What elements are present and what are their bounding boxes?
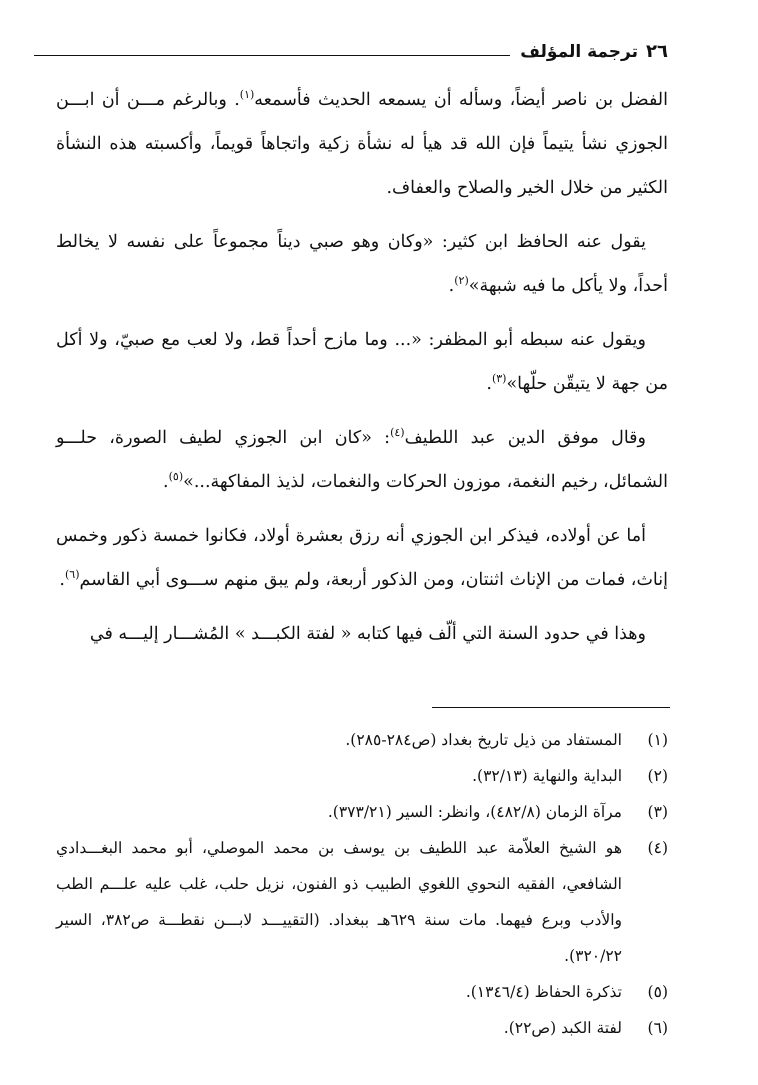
footnote-ref-5: (٥) <box>168 470 184 484</box>
header-rule <box>34 55 510 56</box>
footnote-number: (٣) <box>647 803 668 821</box>
paragraph-5 <box>56 514 668 602</box>
footnote-item <box>56 758 668 794</box>
footnote-text: هو الشيخ العلاّمة عبد اللطيف بن يوسف بن محمد الموصلي، أبو محمد البغـــدادي الشافعي، الفقيه النحوي اللغوي الطبيب ذو الفنون، نزيل حلب، غلب عليه علـــم الطب والأدب وبرع فيهما. مات سنة ٦٢٩هـ ببغداد. (التقييـــد لابـــن نقطـــة ص٣٨٢، السير ٣٢٠/٢٢). <box>56 839 623 965</box>
paragraph-1 <box>56 78 668 210</box>
paragraph-text: . <box>486 374 492 394</box>
paragraph-text: أما عن أولاده، فيذكر ابن الجوزي أنه رزق بعشرة أولاد، فكانوا خمسة ذكور وخمس إناث، فمات من الإناث اثنتان، ومن الذكور أربعة، ولم يبق منهم ســـوى أبي القاسم <box>56 526 668 590</box>
footnote-number: (٢) <box>647 767 668 785</box>
paragraph-6 <box>56 612 668 656</box>
footnote-item <box>56 794 668 830</box>
footnote-ref-1: (١) <box>239 88 255 102</box>
footnote-number: (٤) <box>647 839 668 857</box>
footnote-ref-2: (٢) <box>454 274 469 288</box>
paragraph-text: : «كان ابن الجوزي لطيف الصورة، حلـــو الشمائل، رخيم النغمة، موزون الحركات والنغمات، لذيذ المفاكهة...» <box>56 428 668 492</box>
footnote-item <box>56 830 668 974</box>
footnote-number: (٥) <box>647 983 668 1001</box>
paragraph-4 <box>56 416 668 504</box>
footnote-item <box>56 1010 668 1046</box>
paragraph-text: الفضل بن ناصر أيضاً، وسأله أن يسمعه الحديث فأسمعه <box>254 90 668 110</box>
paragraph-text: . وبالرغم مـــن أن ابـــن الجوزي نشأ يتيماً فإن الله قد هيأ له نشأة زكية واتجاهاً قويماً، وأكسبته هذه النشأة الكثير من خلال الخير والصلاح والعفاف. <box>56 90 668 198</box>
footnote-item <box>56 974 668 1010</box>
paragraph-3 <box>56 318 668 406</box>
footnote-number: (٦) <box>647 1019 668 1037</box>
footnote-item <box>56 722 668 758</box>
footnote-text: تذكرة الحفاظ (١٣٤٦/٤). <box>465 983 622 1001</box>
footnotes <box>56 722 668 1046</box>
footnote-number: (١) <box>647 731 668 749</box>
paragraph-text: وهذا في حدود السنة التي ألّف فيها كتابه « لفتة الكبـــد » المُشـــار إليـــه في <box>89 624 646 644</box>
footnote-text: البداية والنهاية (٣٢/١٣). <box>472 767 622 785</box>
paragraph-text: . <box>163 472 169 492</box>
footnote-separator <box>432 707 670 708</box>
paragraph-text: . <box>448 276 455 296</box>
footnote-text: المستفاد من ذيل تاريخ بغداد (ص٢٨٤-٢٨٥). <box>345 731 622 749</box>
page-number: ٢٦ <box>646 41 668 62</box>
footnote-text: مرآة الزمان (٤٨٢/٨)، وانظر: السير (٣٧٣/٢١). <box>327 803 622 821</box>
page-header <box>34 34 668 62</box>
paragraph-text: ويقول عنه سبطه أبو المظفر: «... وما مازح أحداً قط، ولا لعب مع صبيّ، ولا أكل من جهة لا يتيقّن حلّها» <box>56 330 668 394</box>
running-title: ترجمة المؤلف <box>520 42 639 62</box>
footnote-text: لفتة الكبد (ص٢٢). <box>503 1019 622 1037</box>
paragraph-text: يقول عنه الحافظ ابن كثير: «وكان وهو صبي ديناً مجموعاً على نفسه لا يخالط أحداً، ولا يأكل ما فيه شبهة» <box>56 232 668 296</box>
footnote-ref-3: (٣) <box>491 372 507 386</box>
paragraph-text: . <box>59 570 65 590</box>
paragraph-text: وقال موفق الدين عبد اللطيف <box>404 428 646 448</box>
main-text <box>56 78 668 666</box>
footnote-ref-4: (٤) <box>390 426 405 440</box>
paragraph-2 <box>56 220 668 308</box>
footnote-ref-6: (٦) <box>65 568 80 582</box>
